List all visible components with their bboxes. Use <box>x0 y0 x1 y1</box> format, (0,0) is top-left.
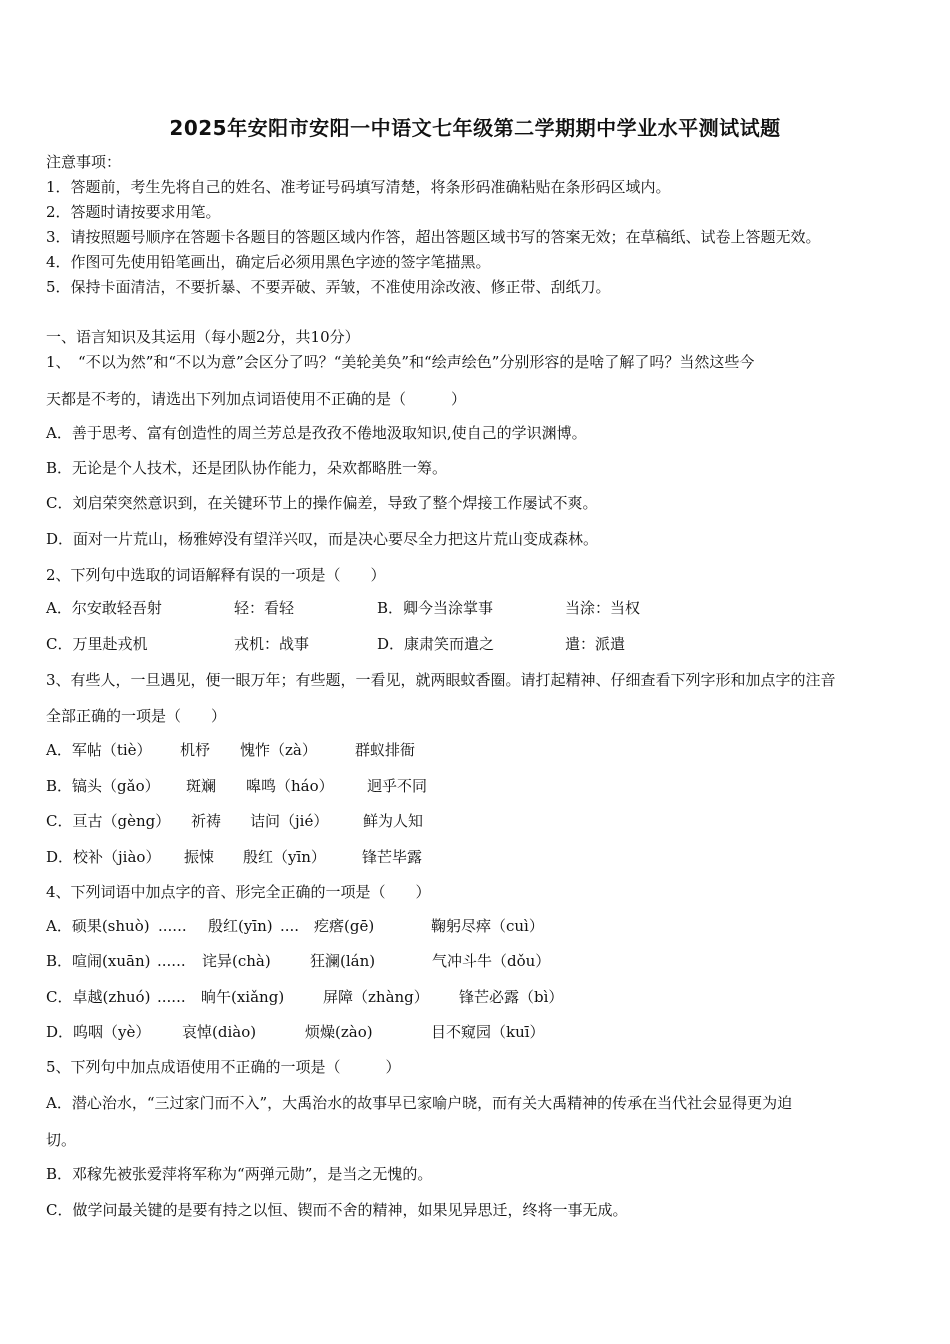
section-heading: 一、语言知识及其运用（每小题2分，共10分） <box>46 328 360 346</box>
option-term: C．亘古（gèng） <box>46 812 171 830</box>
notice-item: 2．答题时请按要求用笔。 <box>46 203 221 221</box>
question-2-option-a-gloss: 轻：看轻 <box>234 599 295 617</box>
notice-item: 3．请按照题号顺序在答题卡各题目的答题区域内作答，超出答题区域书写的答案无效；在草稿纸、试卷上答题无效。 <box>46 228 821 246</box>
question-4-option-a <box>46 916 544 936</box>
option-term: 烦燥(zào) <box>305 1023 373 1041</box>
question-4-option-c <box>46 987 563 1007</box>
question-1-option-c: C．刘启荣突然意识到，在关键环节上的操作偏差，导致了整个焊接工作屡试不爽。 <box>46 494 598 512</box>
option-term: 鲜为人知 <box>363 812 424 830</box>
question-5-option-b: B．邓稼先被张爱萍将军称为“两弹元勋”，是当之无愧的。 <box>46 1165 433 1183</box>
option-term: 屏障（zhàng） <box>323 988 429 1006</box>
option-term: C．卓越(zhuó) <box>46 988 151 1006</box>
question-4-option-d <box>46 1022 545 1042</box>
question-3-stem: 3、有些人，一旦遇见，便一眼万年；有些题，一看见，就两眼蚊香圈。请打起精神、仔细查看下列字形和加点字的注音 <box>46 671 836 689</box>
question-3-option-b <box>46 776 427 796</box>
question-3-option-a <box>46 740 415 760</box>
question-2-option-c: C．万里赴戎机 <box>46 635 148 653</box>
option-term: A．军帖（tiè） <box>46 741 152 759</box>
question-2-option-a: A．尔安敢轻吾射 <box>46 599 162 617</box>
option-term: 振悚 <box>184 848 215 866</box>
question-3-stem: 全部正确的一项是（ ） <box>46 707 227 725</box>
question-2-row-ab <box>46 598 640 618</box>
option-term: 嗥鸣（háo） <box>246 777 334 795</box>
question-5-stem: 5、下列句中加点成语使用不正确的一项是（ ） <box>46 1058 401 1076</box>
option-term: B．喧闹(xuān) <box>46 952 151 970</box>
option-term: 祈祷 <box>191 812 222 830</box>
question-2-option-b-gloss: 当涂：当权 <box>565 599 641 617</box>
question-5-option-a: A．潜心治水，“三过家门而不入”，大禹治水的故事早已家喻户晓，而有关大禹精神的传承在当代社会显得更为迫 <box>46 1094 793 1112</box>
option-term: 殷红（yīn） <box>243 848 326 866</box>
question-4-option-b <box>46 951 550 971</box>
option-term: 诧异(chà) <box>202 952 271 970</box>
option-term: D．校补（jiào） <box>46 848 161 866</box>
emphasis-dots: ...... <box>158 917 187 935</box>
option-term: 鞠躬尽瘁（cuì） <box>431 917 544 935</box>
option-term: 疙瘩(gē) <box>314 917 375 935</box>
option-term: 锋芒毕露 <box>362 848 423 866</box>
question-2-option-d-gloss: 遣：派遣 <box>565 635 626 653</box>
question-1-option-d: D．面对一片荒山，杨雅婷没有望洋兴叹，而是决心要尽全力把这片荒山变成森林。 <box>46 530 599 548</box>
question-2-option-d: D．康肃笑而遣之 <box>377 635 495 653</box>
emphasis-dots: ...... <box>157 988 186 1006</box>
option-term: 诘问（jié） <box>250 812 329 830</box>
question-3-option-d <box>46 847 422 867</box>
emphasis-dots: .... <box>280 917 300 935</box>
question-4-stem: 4、下列词语中加点字的音、形完全正确的一项是（ ） <box>46 883 431 901</box>
question-2-option-c-gloss: 戎机：战事 <box>234 635 310 653</box>
option-term: 目不窥园（kuī） <box>431 1023 545 1041</box>
question-2-row-cd <box>46 634 625 654</box>
option-term: D．呜咽（yè） <box>46 1023 151 1041</box>
question-2-stem: 2、下列句中选取的词语解释有误的一项是（ ） <box>46 566 386 584</box>
question-3-option-c <box>46 811 423 831</box>
option-term: 哀悼(diào) <box>182 1023 257 1041</box>
question-1-option-a: A．善于思考、富有创造性的周兰芳总是孜孜不倦地汲取知识,使自己的学识渊博。 <box>46 424 587 442</box>
question-1-stem: 天都是不考的，请选出下列加点词语使用不正确的是（ ） <box>46 390 467 408</box>
question-1-option-b: B．无论是个人技术，还是团队协作能力，朵欢都略胜一筹。 <box>46 459 448 477</box>
notice-item: 1．答题前，考生先将自己的姓名、准考证号码填写清楚，将条形码准确粘贴在条形码区域内。 <box>46 178 671 196</box>
option-term: 群蚁排衙 <box>355 741 416 759</box>
question-5-option-a-cont: 切。 <box>46 1131 77 1149</box>
option-term: B．镐头（gǎo） <box>46 777 160 795</box>
option-term: 斑斓 <box>186 777 217 795</box>
emphasis-dots: ...... <box>157 952 186 970</box>
option-term: 狂澜(lán) <box>310 952 376 970</box>
option-term: 锋芒必露（bì） <box>459 988 564 1006</box>
notice-item: 5．保持卡面清洁，不要折暴、不要弄破、弄皱，不准使用涂改液、修正带、刮纸刀。 <box>46 278 611 296</box>
page-title: 2025年安阳市安阳一中语文七年级第二学期期中学业水平测试试题 <box>169 116 781 140</box>
option-term: 机杼 <box>180 741 211 759</box>
option-term: A．硕果(shuò) <box>46 917 150 935</box>
question-2-option-b: B．卿今当涂掌事 <box>377 599 494 617</box>
question-1-stem: 1、 “不以为然”和“不以为意”会区分了吗？“美轮美奂”和“绘声绘色”分别形容的是啥了解了吗？当然这些今 <box>46 353 755 371</box>
option-term: 愧怍（zà） <box>240 741 317 759</box>
question-5-option-c: C．做学问最关键的是要有持之以恒、锲而不舍的精神，如果见异思迁，终将一事无成。 <box>46 1201 628 1219</box>
option-term: 殷红(yīn) <box>208 917 273 935</box>
option-term: 气冲斗牛（dǒu） <box>432 952 551 970</box>
notice-item: 4．作图可先使用铅笔画出，确定后必须用黑色字迹的签字笔描黑。 <box>46 253 491 271</box>
option-term: 迥乎不同 <box>367 777 428 795</box>
option-term: 晌午(xiǎng) <box>201 988 285 1006</box>
notice-heading: 注意事项： <box>46 153 122 171</box>
